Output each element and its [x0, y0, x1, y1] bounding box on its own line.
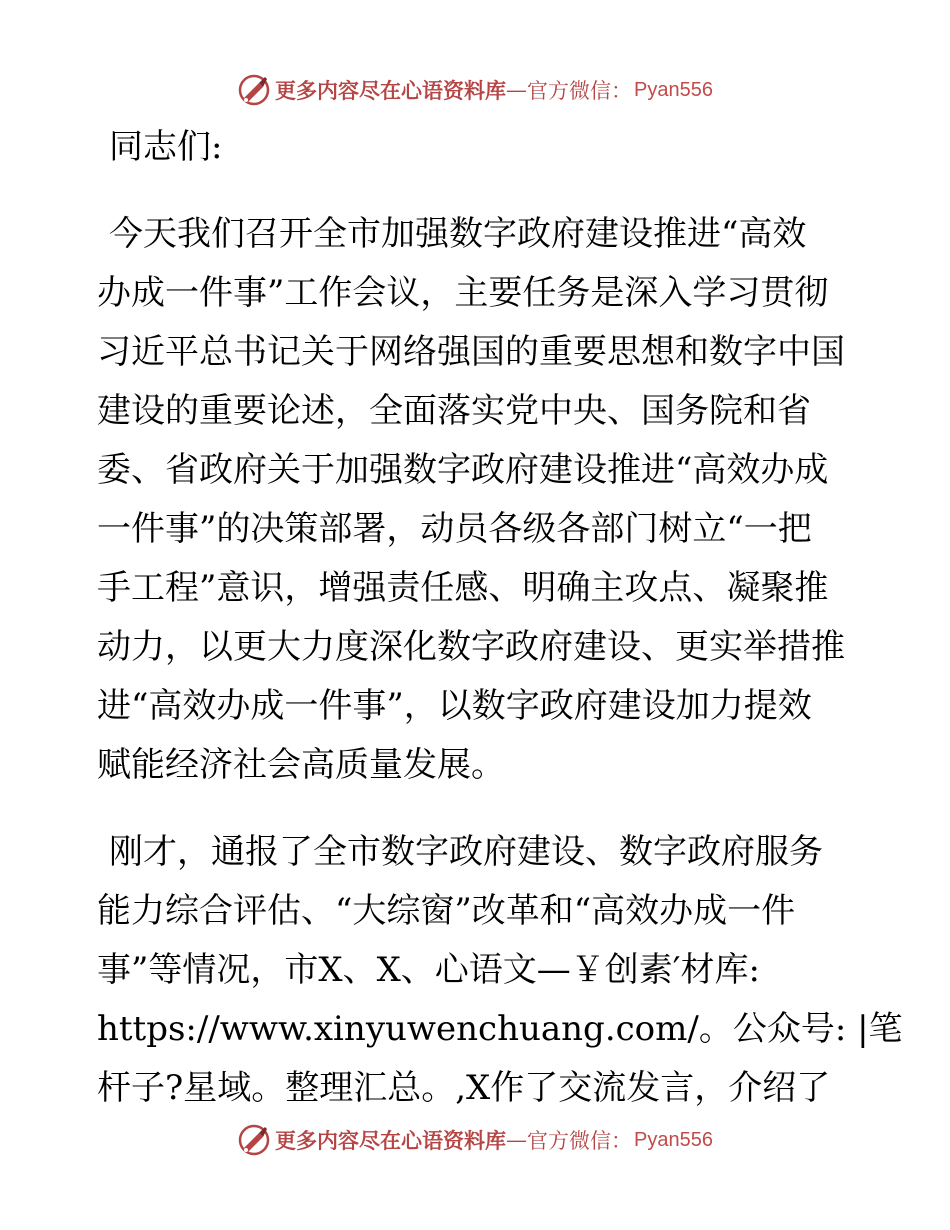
salutation: 同志们:: [109, 127, 223, 167]
wechat-id: Pyan556: [634, 78, 713, 101]
document-body: [97, 118, 903, 1118]
pen-circle-logo-icon: [237, 1123, 271, 1157]
site-text: 更多内容尽在心语资料库: [275, 78, 507, 103]
paragraph-2: [97, 823, 903, 1118]
site-text: 更多内容尽在心语资料库: [275, 1128, 507, 1153]
paragraph-line: 习近平总书记关于网络强国的重要思想和数字中国: [97, 332, 845, 372]
paragraph-line: 委、省政府关于加强数字政府建设推进“高效办成: [97, 450, 829, 490]
paragraph-line: 一件事”的决策部署，动员各级各部门树立“一把: [97, 509, 812, 549]
header-banner: [0, 70, 950, 110]
paragraph-line: 事”等情况，市X、X、心语文—￥创素′材库:: [97, 950, 760, 990]
paragraph-line: 杆子?星域。整理汇总。,X作了交流发言，介绍了: [97, 1068, 831, 1108]
paragraph-line: 建设的重要论述，全面落实党中央、国务院和省: [97, 391, 811, 431]
paragraph-line: 刚才，通报了全市数字政府建设、数字政府服务: [109, 832, 823, 872]
paragraph-line: 进“高效办成一件事”，以数字政府建设加力提效: [97, 686, 812, 726]
banner-separator: —: [506, 78, 528, 102]
paragraph-line: https://www.xinyuwenchuang.com/。公众号: |笔: [97, 1009, 903, 1049]
footer-banner: [0, 1120, 950, 1160]
paragraph-line: 今天我们召开全市加强数字政府建设推进“高效: [109, 214, 807, 254]
wechat-label: 官方微信：: [527, 1129, 633, 1153]
banner-separator: —: [506, 1128, 528, 1152]
paragraph-line: 动力，以更大力度深化数字政府建设、更实举措推: [97, 627, 845, 667]
paragraph-line: 能力综合评估、“大综窗”改革和“高效办成一件: [97, 891, 796, 931]
paragraph-1: [97, 205, 857, 795]
paragraph-line: 办成一件事”工作会议，主要任务是深入学习贯彻: [97, 273, 829, 313]
paragraph-line: 赋能经济社会高质量发展。: [97, 745, 505, 785]
wechat-label: 官方微信：: [527, 79, 633, 103]
paragraph-line: 手工程”意识，增强责任感、明确主攻点、凝聚推: [97, 568, 829, 608]
wechat-id: Pyan556: [634, 1128, 713, 1151]
pen-circle-logo-icon: [237, 73, 271, 107]
